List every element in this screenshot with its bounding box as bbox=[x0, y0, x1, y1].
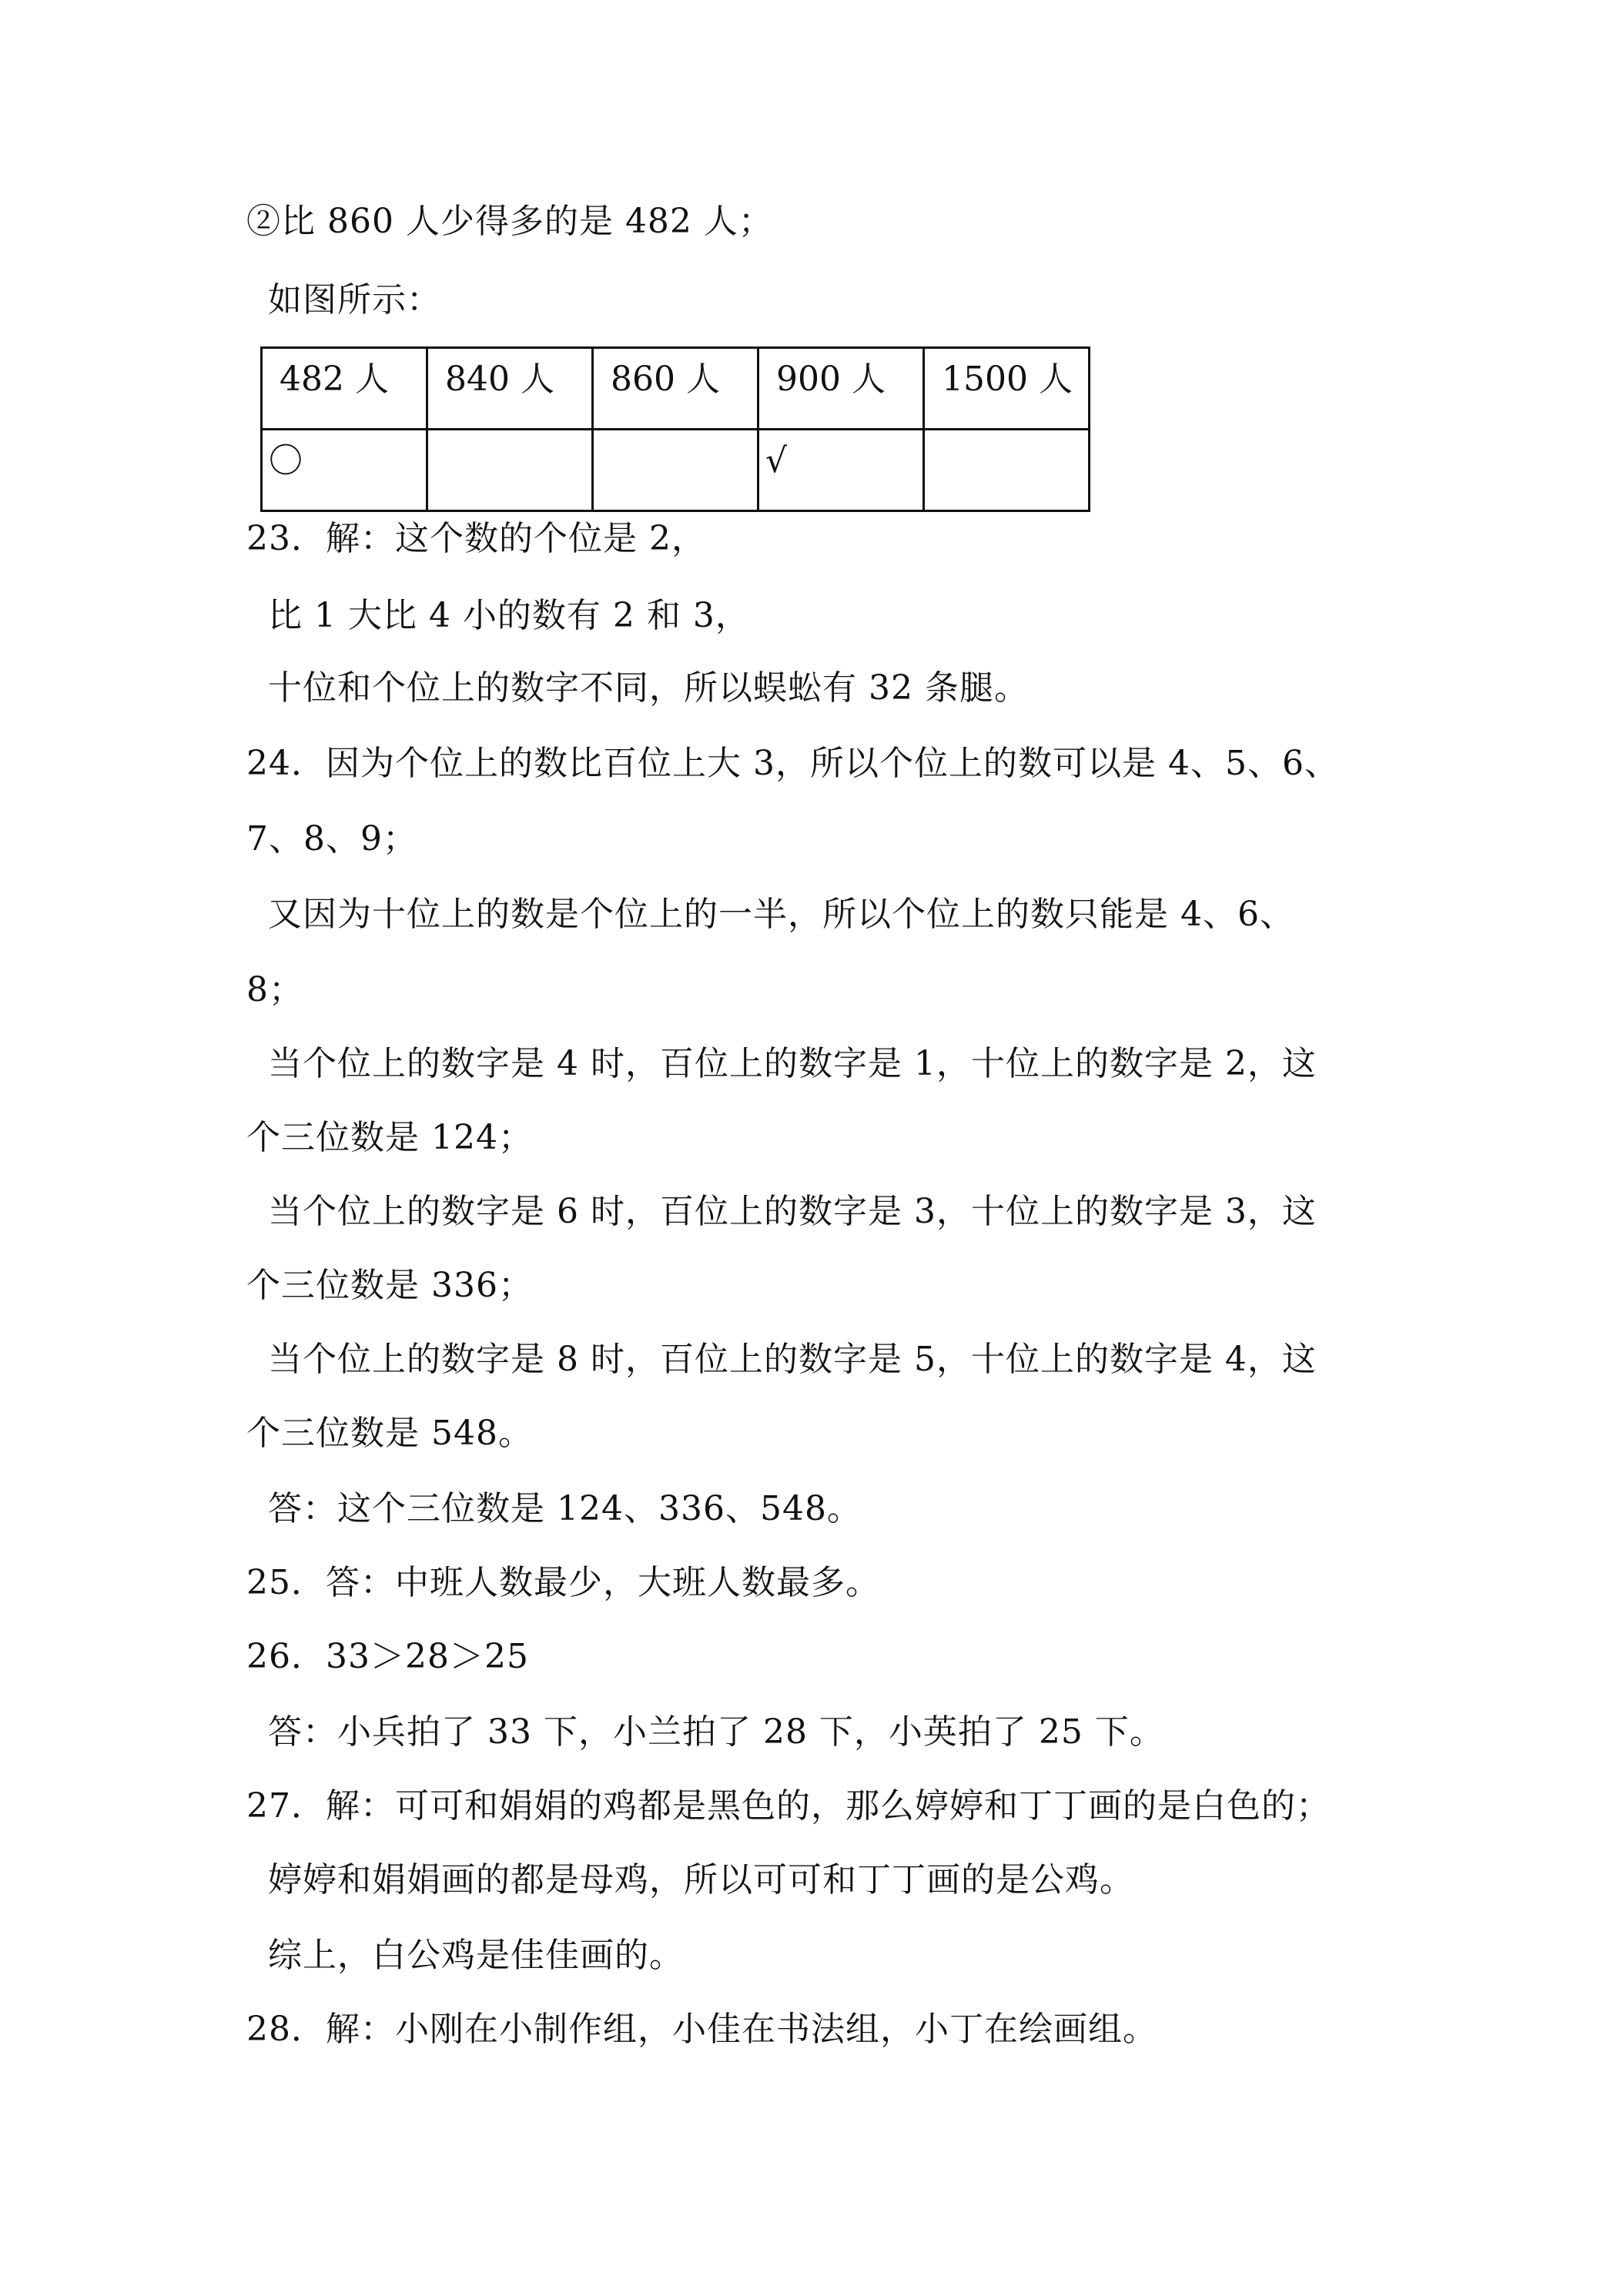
table-row bbox=[262, 348, 1090, 430]
line-item: 婷婷和娟娟画的都是母鸡，所以可可和丁丁画的是公鸡。 bbox=[268, 1860, 1134, 1899]
line-item: 当个位上的数字是 8 时，百位上的数字是 5，十位上的数字是 4，这 bbox=[268, 1340, 1317, 1379]
line-item: 十位和个位上的数字不同，所以蜈蚣有 32 条腿。 bbox=[268, 668, 1029, 708]
line-item: 个三位数是 124； bbox=[246, 1118, 533, 1157]
table-header-cell: 1500 人 bbox=[924, 348, 1090, 430]
line-item: 当个位上的数字是 6 时，百位上的数字是 3，十位上的数字是 3，这 bbox=[268, 1192, 1317, 1231]
line-item: 个三位数是 548。 bbox=[246, 1414, 533, 1453]
table-mark-cell bbox=[593, 430, 758, 511]
line-item: 27．解：可可和娟娟的鸡都是黑色的，那么婷婷和丁丁画的是白色的； bbox=[246, 1786, 1331, 1826]
table-header-cell: 840 人 bbox=[427, 348, 593, 430]
table-header-cell: 900 人 bbox=[758, 348, 924, 430]
line-item: 26．33＞28＞25 bbox=[246, 1637, 529, 1676]
line-item: 7、8、9； bbox=[246, 819, 417, 858]
line-item: 23．解：这个数的个位是 2， bbox=[246, 519, 706, 558]
table-mark-cell: 〇 bbox=[262, 430, 427, 511]
line-item: 个三位数是 336； bbox=[246, 1266, 533, 1305]
line-item: 8； bbox=[246, 970, 303, 1009]
line-item: ②比 860 人少得多的是 482 人； bbox=[246, 202, 773, 241]
table-mark-cell bbox=[427, 430, 593, 511]
line-item: 24．因为个位上的数比百位上大 3，所以个位上的数可以是 4、5、6、 bbox=[246, 744, 1339, 783]
line-item: 当个位上的数字是 4 时，百位上的数字是 1，十位上的数字是 2，这 bbox=[268, 1044, 1317, 1083]
line-item: 如图所示： bbox=[268, 280, 441, 320]
line-item: 比 1 大比 4 小的数有 2 和 3， bbox=[268, 596, 750, 635]
table-mark-cell: √ bbox=[758, 430, 924, 511]
answer-table bbox=[260, 346, 1090, 512]
line-item: 又因为十位上的数是个位上的一半，所以个位上的数只能是 4、6、 bbox=[268, 895, 1294, 934]
table-mark-cell bbox=[924, 430, 1090, 511]
line-item: 综上，白公鸡是佳佳画的。 bbox=[268, 1936, 684, 1975]
table-header-cell: 482 人 bbox=[262, 348, 427, 430]
table-header-cell: 860 人 bbox=[593, 348, 758, 430]
line-item: 25．答：中班人数最少，大班人数最多。 bbox=[246, 1563, 880, 1602]
line-item: 答：小兵拍了 33 下，小兰拍了 28 下，小英拍了 25 下。 bbox=[268, 1712, 1164, 1752]
line-item: 答：这个三位数是 124、336、548。 bbox=[268, 1489, 862, 1528]
line-item: 28．解：小刚在小制作组，小佳在书法组，小丁在绘画组。 bbox=[246, 2010, 1157, 2049]
table-row bbox=[262, 430, 1090, 511]
